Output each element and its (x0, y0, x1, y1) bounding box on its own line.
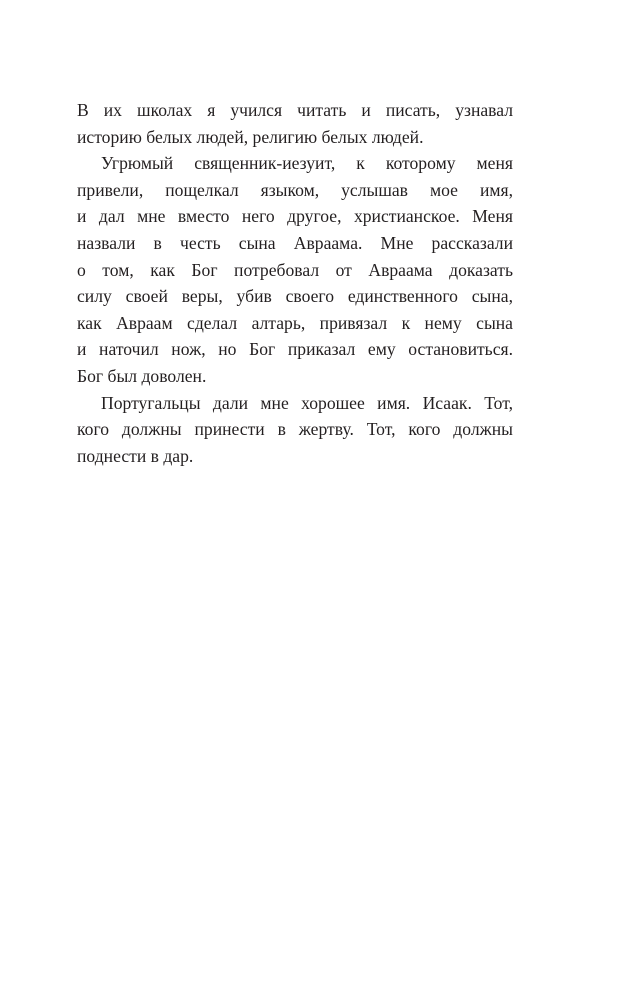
text-line: поднести в дар. (77, 445, 194, 466)
text-line: о том, как Бог потребовал от Авраама доказать (77, 259, 513, 280)
text-line: и дал мне вместо него другое, христианское. Меня (77, 206, 513, 227)
text-line: В их школах я учился читать и писать, узнавал (77, 100, 513, 120)
paragraph-1 (77, 97, 513, 150)
text-line: как Авраам сделал алтарь, привязал к нему сына (77, 312, 513, 333)
text-line: кого должны принести в жертву. Тот, кого должны (77, 419, 513, 440)
body-text (77, 97, 513, 469)
text-line: силу своей веры, убив своего единственного сына, (77, 286, 513, 307)
text-line: назвали в честь сына Авраама. Мне рассказали (77, 232, 513, 253)
text-line: Угрюмый священник-иезуит, к которому меня (101, 153, 513, 174)
text-line: привели, пощелкал языком, услышав мое имя, (77, 179, 513, 200)
text-line: Бог был доволен. (77, 365, 207, 386)
text-line: Португальцы дали мне хорошее имя. Исаак. Тот, (101, 392, 513, 413)
text-line: и наточил нож, но Бог приказал ему остановиться. (77, 339, 513, 360)
text-line: историю белых людей, религию белых людей. (77, 126, 424, 147)
paragraph-2 (77, 150, 513, 389)
paragraph-3 (77, 390, 513, 470)
